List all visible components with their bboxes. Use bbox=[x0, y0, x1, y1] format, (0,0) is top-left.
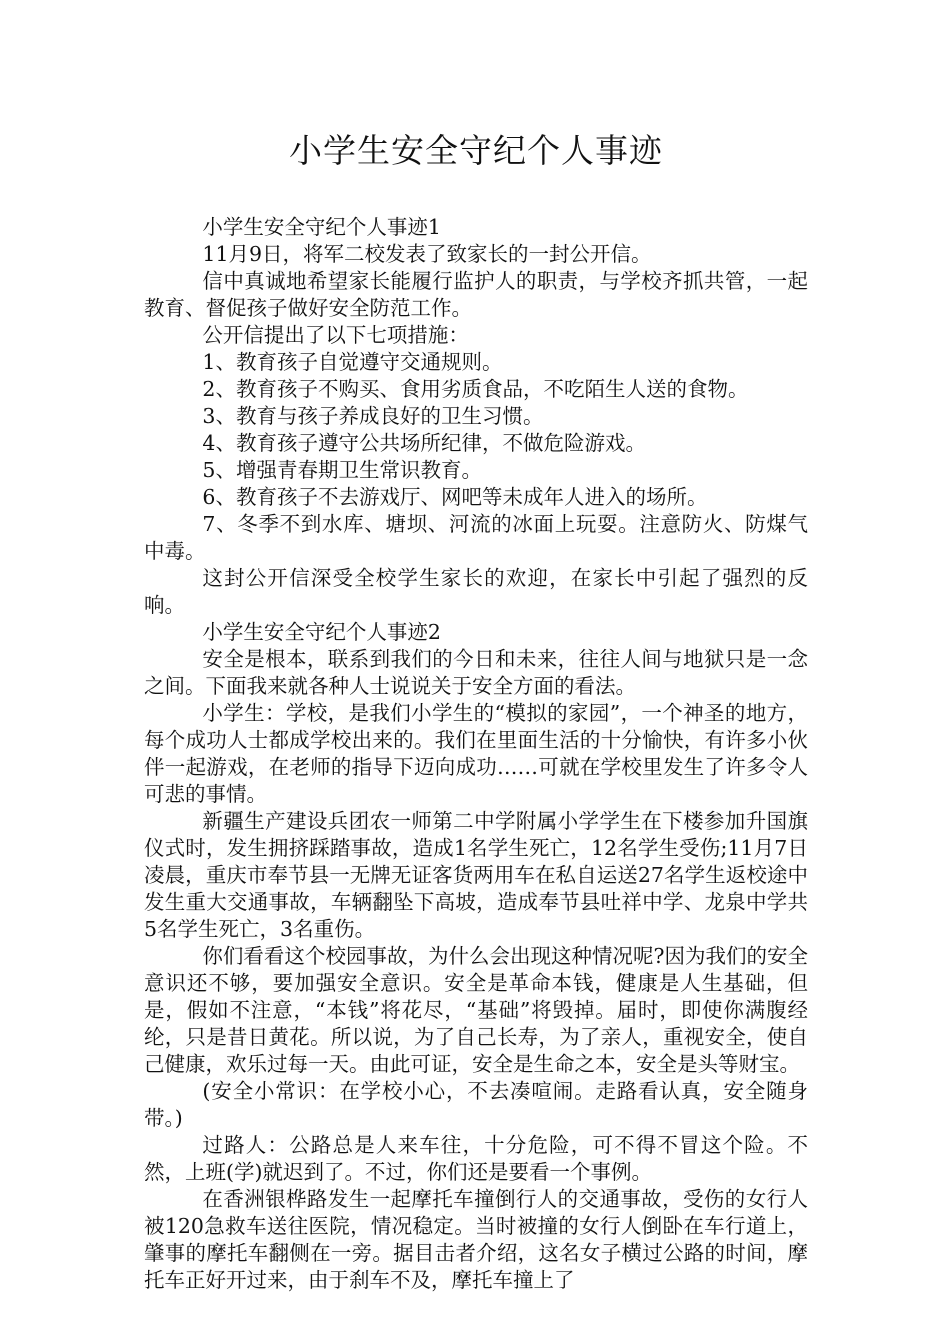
paragraph: 2、教育孩子不购买、食用劣质食品，不吃陌生人送的食物。 bbox=[202, 377, 749, 401]
document-page bbox=[144, 128, 808, 1294]
paragraph: 你们看看这个校园事故，为什么会出现这种情况呢?因为我们的安全意识还不够，要加强安全意识。安全是革命本钱，健康是人生基础，但是，假如不注意，“本钱”将花尽，“基础”将毁掉。届时，即使你满腹经纶，只是昔日黄花。所以说，为了自己长寿，为了亲人，重视安全，使自己健康，欢乐过每一天。由此可证，安全是生命之本，安全是头等财宝。 bbox=[144, 944, 808, 1076]
paragraph: 4、教育孩子遵守公共场所纪律，不做危险游戏。 bbox=[202, 431, 646, 455]
paragraph: 过路人：公路总是人来车往，十分危险，可不得不冒这个险。不然，上班(学)就迟到了。不过，你们还是要看一个事例。 bbox=[144, 1133, 808, 1184]
paragraph: 小学生安全守纪个人事迹1 bbox=[202, 215, 441, 239]
paragraph: 安全是根本，联系到我们的今日和未来，往往人间与地狱只是一念之间。下面我来就各种人士说说关于安全方面的看法。 bbox=[144, 647, 808, 698]
paragraph: 5、增强青春期卫生常识教育。 bbox=[202, 458, 482, 482]
paragraph: 这封公开信深受全校学生家长的欢迎，在家长中引起了强烈的反响。 bbox=[144, 566, 808, 617]
paragraph: 小学生安全守纪个人事迹2 bbox=[202, 620, 441, 644]
paragraph: 在香洲银桦路发生一起摩托车撞倒行人的交通事故，受伤的女行人被120急救车送往医院，情况稳定。当时被撞的女行人倒卧在车行道上，肇事的摩托车翻侧在一旁。据目击者介绍，这名女子横过公路的时间，摩托车正好开过来，由于刹车不及，摩托车撞上了 bbox=[144, 1187, 808, 1292]
document-body bbox=[144, 214, 808, 1294]
paragraph: 信中真诚地希望家长能履行监护人的职责，与学校齐抓共管，一起教育、督促孩子做好安全防范工作。 bbox=[144, 269, 808, 320]
paragraph: 公开信提出了以下七项措施： bbox=[202, 323, 469, 347]
paragraph: 3、教育与孩子养成良好的卫生习惯。 bbox=[202, 404, 544, 428]
paragraph: 11月9日，将军二校发表了致家长的一封公开信。 bbox=[202, 242, 652, 266]
paragraph: 6、教育孩子不去游戏厅、网吧等未成年人进入的场所。 bbox=[202, 485, 708, 509]
paragraph: (安全小常识：在学校小心，不去凑喧闹。走路看认真，安全随身带。) bbox=[144, 1079, 808, 1130]
paragraph: 小学生：学校，是我们小学生的“模拟的家园”，一个神圣的地方，每个成功人士都成学校出来的。我们在里面生活的十分愉快，有许多小伙伴一起游戏，在老师的指导下迈向成功……可就在学校里发生了许多令人可悲的事情。 bbox=[144, 701, 808, 806]
document-title: 小学生安全守纪个人事迹 bbox=[289, 131, 663, 170]
paragraph: 1、教育孩子自觉遵守交通规则。 bbox=[202, 350, 503, 374]
paragraph: 新疆生产建设兵团农一师第二中学附属小学学生在下楼参加升国旗仪式时，发生拥挤踩踏事故，造成1名学生死亡，12名学生受伤;11月7日凌晨，重庆市奉节县一无牌无证客货两用车在私自运送27名学生返校途中发生重大交通事故，车辆翻坠下高坡，造成奉节县吐祥中学、龙泉中学共5名学生死亡，3名重伤。 bbox=[144, 809, 808, 941]
paragraph: 7、冬季不到水库、塘坝、河流的冰面上玩耍。注意防火、防煤气中毒。 bbox=[144, 512, 808, 563]
